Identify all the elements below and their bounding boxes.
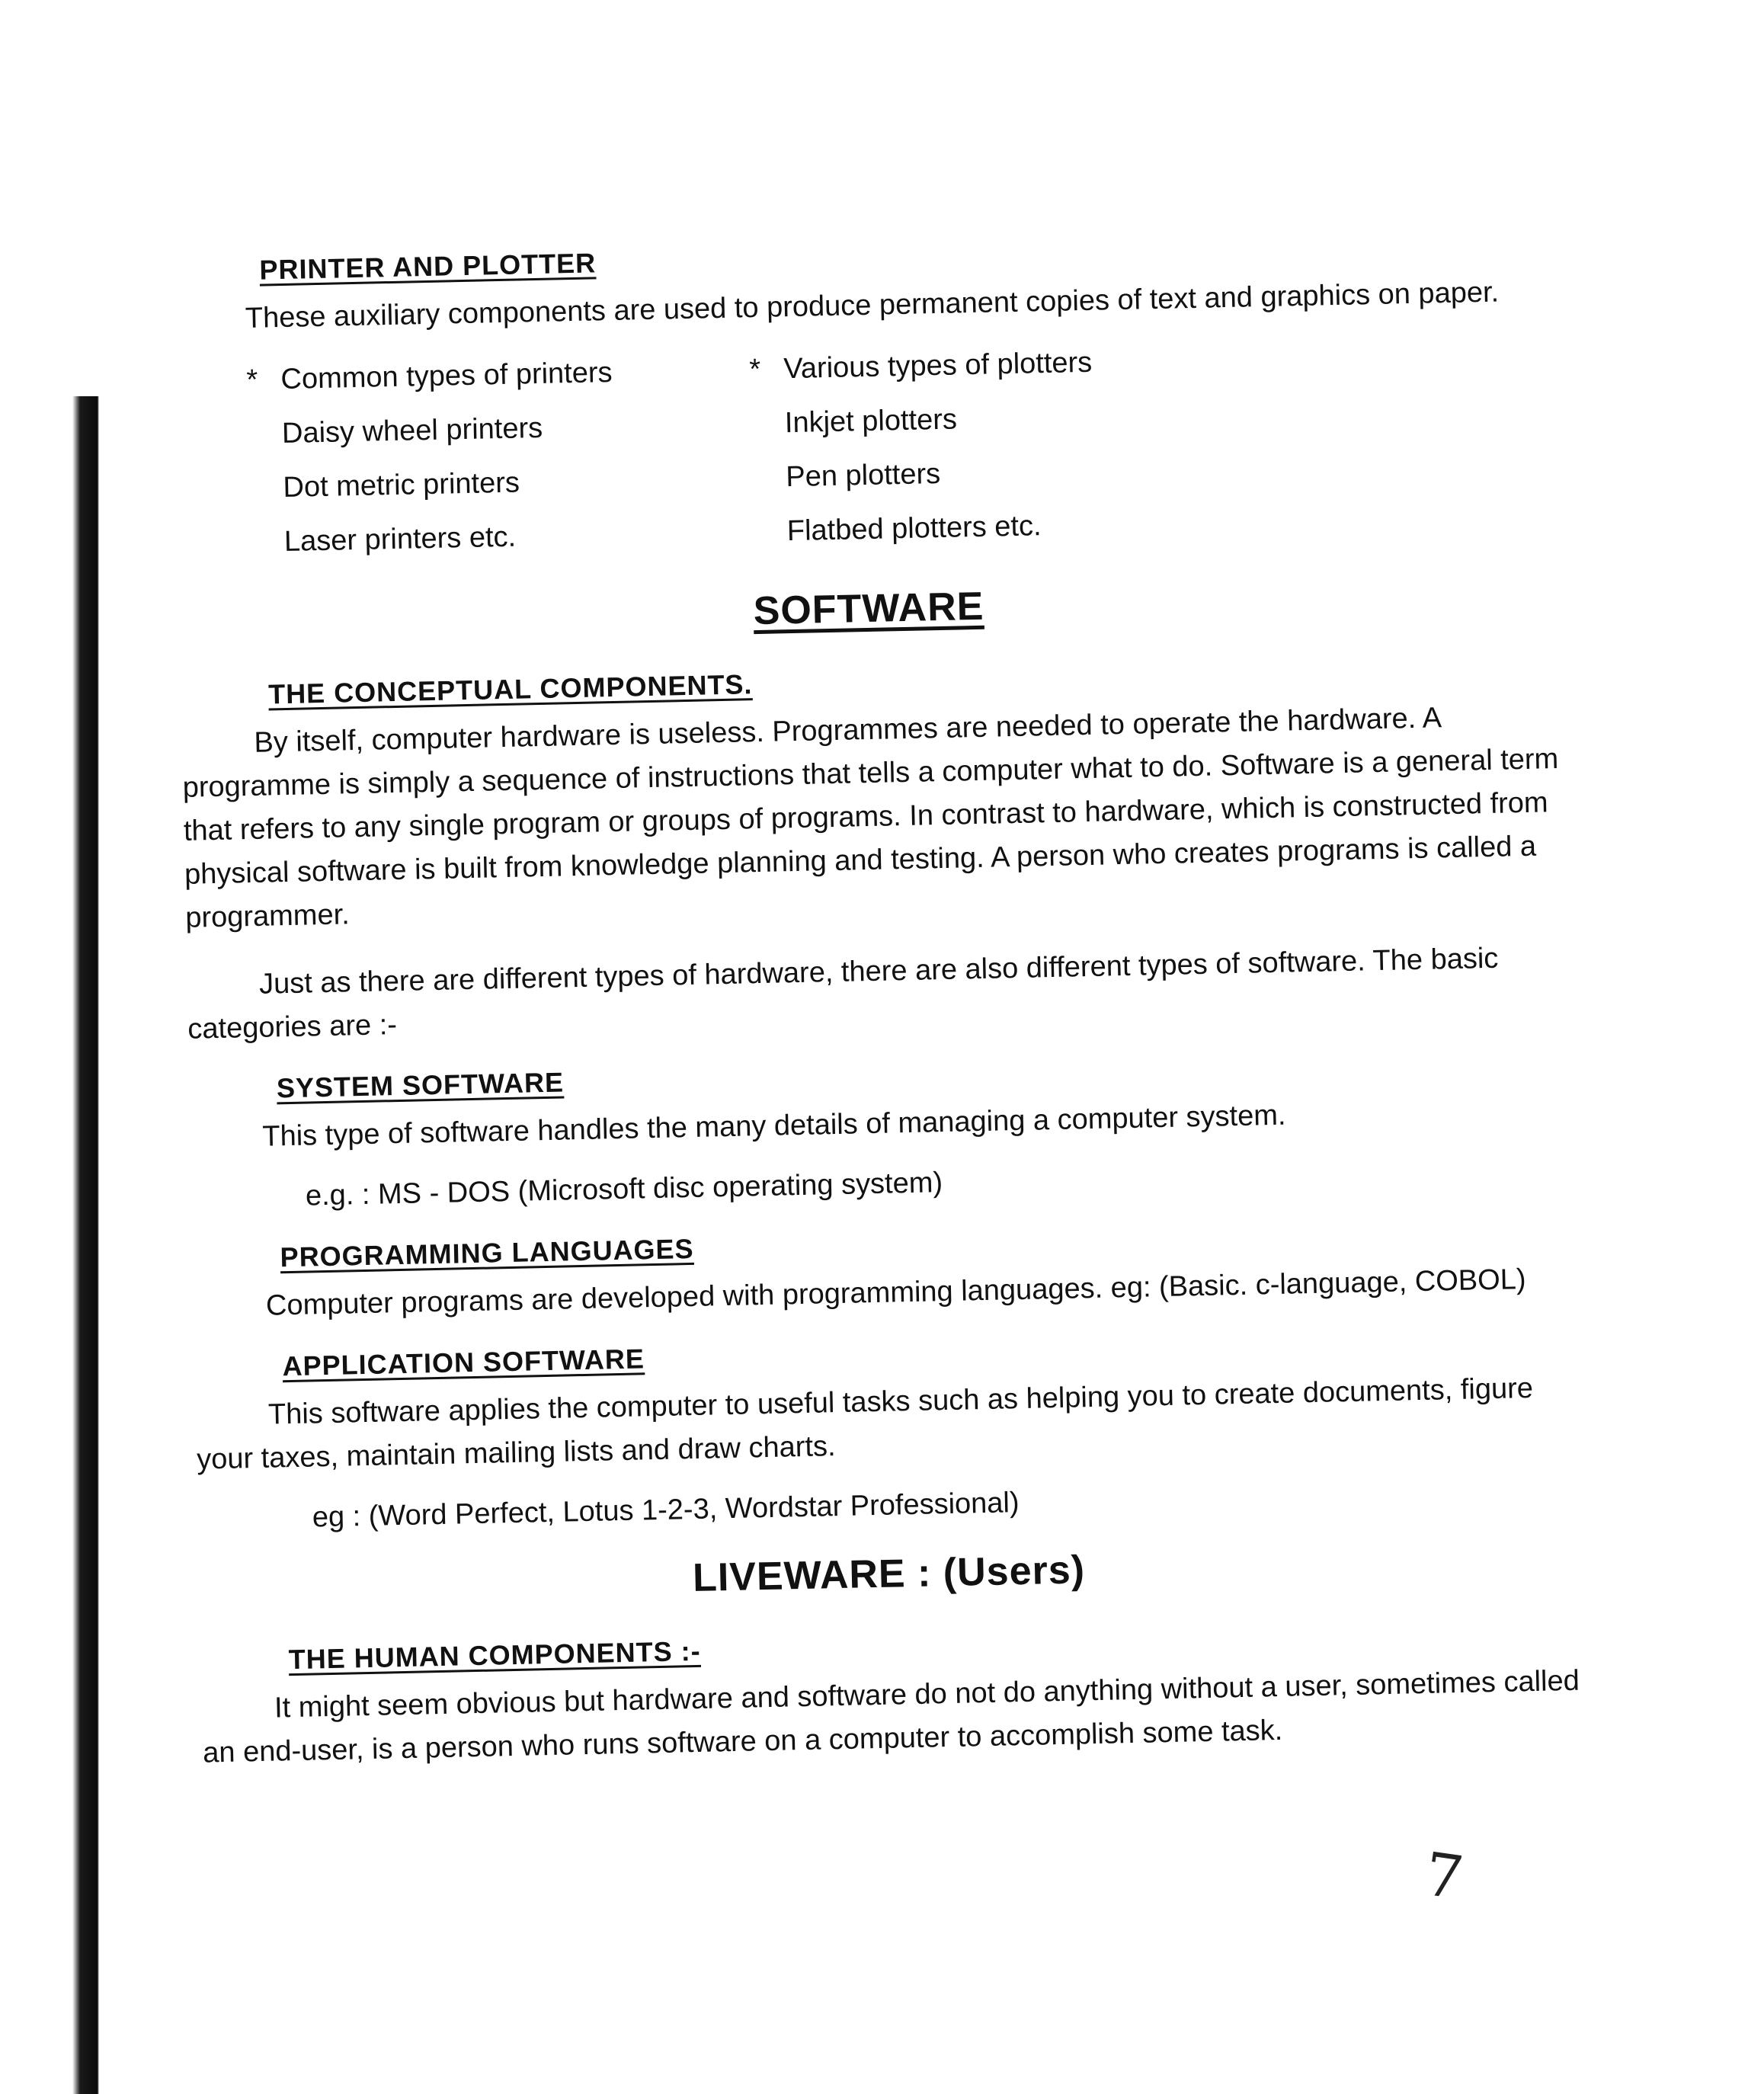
printer-plotter-intro: These auxiliary components are used to produce permanent copies of text and graphics on paper. (245, 276, 1500, 335)
conceptual-components-text: By itself, computer hardware is useless. Programmes are needed to operate the hardware. A programme is simply a sequence of instructions that tells a computer what to do. Software is a general term that refers to any single program or groups of programs. In contrast to hardware, which is constructed from physical software is built from knowledge planning and testing. A person who creates programs is called a programmer. (182, 702, 1559, 934)
system-software-heading: SYSTEM SOFTWARE (276, 1066, 565, 1104)
page-content (171, 223, 1582, 1775)
liveware-title: LIVEWARE : (Users) (692, 1548, 1086, 1601)
application-software-heading: APPLICATION SOFTWARE (282, 1343, 645, 1382)
bullet-star: * (246, 363, 258, 396)
list-item: Dot metric printers (283, 466, 520, 504)
plotters-list-heading: * Various types of plotters (749, 338, 1253, 392)
human-components-heading: THE HUMAN COMPONENTS :- (288, 1635, 702, 1676)
programming-languages-heading: PROGRAMMING LANGUAGES (280, 1232, 694, 1273)
application-software-text: This software applies the computer to useful tasks such as helping you to create documents, figure your taxes, maintain mailing lists and draw charts. (196, 1372, 1534, 1476)
bullet-star: * (748, 353, 761, 386)
list-item: Pen plotters (785, 457, 941, 494)
system-software-text: This type of software handles the many details of managing a computer system. (261, 1099, 1286, 1153)
scan-binding-shadow (0, 396, 99, 2094)
printer-plotter-heading: PRINTER AND PLOTTER (259, 247, 597, 286)
plotters-list (749, 327, 1257, 565)
software-categories-text: Just as there are different types of hardware, there are also different types of software. The basic categories are :- (187, 942, 1499, 1045)
handwritten-page-number: 7 (1420, 1839, 1468, 1914)
application-software-example: eg : (Word Perfect, Lotus 1-2-3, Wordstar Professional) (312, 1487, 1020, 1534)
software-title: SOFTWARE (753, 584, 984, 634)
list-item: Laser printers etc. (283, 520, 517, 558)
list-item: Daisy wheel printers (281, 411, 543, 450)
human-components-text: It might seem obvious but hardware and software do not do anything without a user, sometimes called an end-user, is a person who runs software on a computer to accomplish some task. (202, 1664, 1580, 1769)
printers-list (246, 338, 754, 575)
list-item: Inkjet plotters (784, 403, 958, 440)
programming-languages-text: Computer programs are developed with programming languages. eg: (Basic. c-language, COBOL) (265, 1263, 1526, 1322)
printers-list-heading: * Common types of printers (246, 348, 750, 402)
printer-plotter-lists (174, 321, 1558, 577)
conceptual-components-heading: THE CONCEPTUAL COMPONENTS. (267, 668, 753, 710)
list-item: Flatbed plotters etc. (786, 510, 1042, 548)
system-software-example: e.g. : MS - DOS (Microsoft disc operating system) (305, 1167, 943, 1212)
